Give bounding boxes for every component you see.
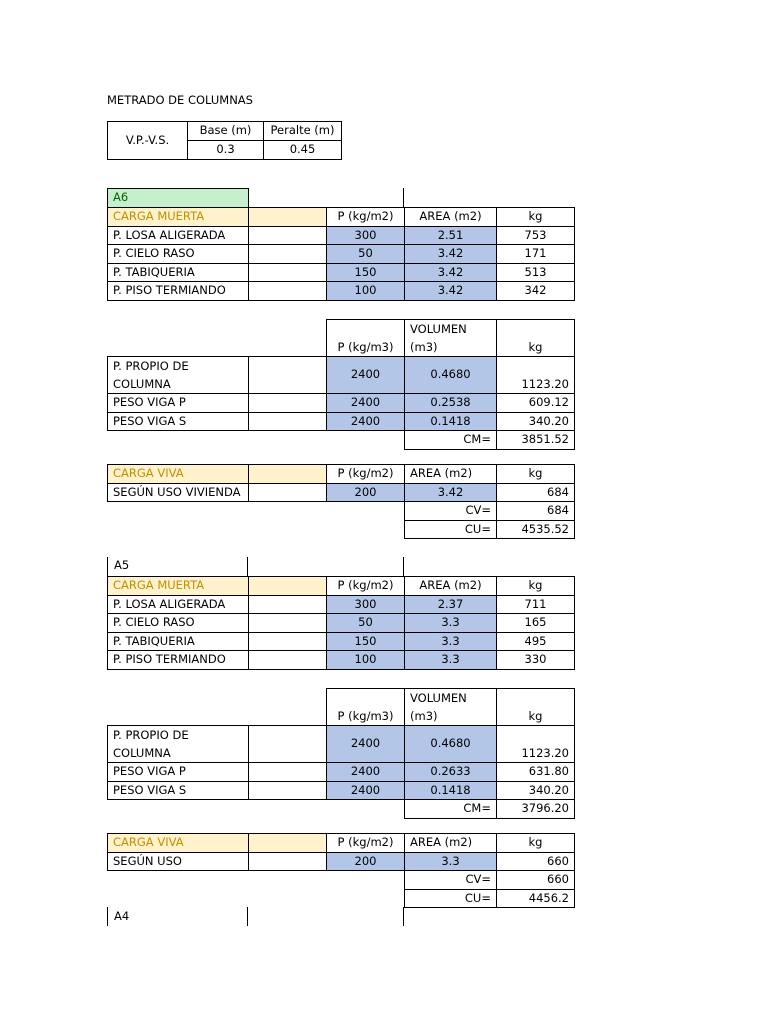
row-label <box>108 726 249 763</box>
divider <box>403 557 404 576</box>
cv-label: CV= <box>405 502 497 521</box>
area-value: 3.42 <box>405 245 497 264</box>
propio-line2: COLUMNA <box>113 746 171 760</box>
blank-cell <box>249 595 327 614</box>
row-label: PESO VIGA P <box>108 763 249 782</box>
kg-value: 513 <box>497 263 575 282</box>
col-p-header: P (kg/m3) <box>327 320 405 357</box>
col-volumen-line1: VOLUMEN <box>410 322 467 336</box>
area-value: 2.51 <box>405 226 497 245</box>
p-value: 300 <box>327 595 405 614</box>
divider <box>403 907 404 926</box>
kg-value: 609.12 <box>497 394 575 413</box>
area-value: 3.3 <box>405 852 497 871</box>
carga-muerta-table <box>107 207 575 301</box>
blank-cell <box>249 726 327 763</box>
col-area-header: AREA (m2) <box>405 208 497 227</box>
kg-value: 1123.20 <box>497 357 575 394</box>
cm-label: CM= <box>405 800 497 819</box>
p-value: 2400 <box>327 357 405 394</box>
row-label: P. PISO TERMIANDO <box>108 651 249 670</box>
area-value: 3.3 <box>405 632 497 651</box>
divider <box>107 557 108 576</box>
kg-value: 711 <box>497 595 575 614</box>
row-label: SEGÚN USO <box>108 852 249 871</box>
vol-value: 0.1418 <box>405 412 497 431</box>
col-kg-header: kg <box>497 320 575 357</box>
header-blank <box>249 465 327 484</box>
table-row <box>108 763 575 782</box>
blank-cell <box>327 431 405 450</box>
p-value: 100 <box>327 651 405 670</box>
row-label: PESO VIGA P <box>108 394 249 413</box>
col-area-header: AREA (m2) <box>405 465 497 484</box>
blank-cell <box>249 781 327 800</box>
blank-cell <box>108 800 249 819</box>
col-kg-header: kg <box>497 208 575 227</box>
table-row <box>108 852 575 871</box>
p-value: 150 <box>327 263 405 282</box>
kg-value: 171 <box>497 245 575 264</box>
vol-value: 0.4680 <box>405 357 497 394</box>
blank-cell <box>249 520 327 539</box>
blank-cell <box>249 483 327 502</box>
row-label: P. CIELO RASO <box>108 614 249 633</box>
base-value: 0.3 <box>188 141 264 160</box>
blank-cell <box>249 320 327 357</box>
col-kg-header: kg <box>497 465 575 484</box>
blank-cell <box>108 689 249 726</box>
area-value: 3.42 <box>405 282 497 301</box>
blank-cell <box>249 689 327 726</box>
cu-label: CU= <box>405 520 497 539</box>
col-p-header: P (kg/m2) <box>327 465 405 484</box>
col-volumen-header <box>405 689 497 726</box>
header-blank <box>249 577 327 596</box>
col-volumen-header <box>405 320 497 357</box>
blank-cell <box>327 889 405 908</box>
vol-value: 0.2538 <box>405 394 497 413</box>
row-label: PESO VIGA S <box>108 412 249 431</box>
divider <box>247 907 248 926</box>
table-row <box>108 282 575 301</box>
col-area-header: AREA (m2) <box>405 834 497 853</box>
p-value: 2400 <box>327 763 405 782</box>
blank-cell <box>249 412 327 431</box>
p-value: 50 <box>327 245 405 264</box>
table-row <box>108 726 575 763</box>
blank-cell <box>249 357 327 394</box>
p-value: 2400 <box>327 781 405 800</box>
blank-cell <box>249 632 327 651</box>
blank-cell <box>249 245 327 264</box>
blank-cell <box>249 852 327 871</box>
col-p-header: P (kg/m2) <box>327 577 405 596</box>
blank-cell <box>327 871 405 890</box>
blank-cell <box>249 889 327 908</box>
table-row <box>108 245 575 264</box>
table-row <box>108 651 575 670</box>
col-area-header: AREA (m2) <box>405 577 497 596</box>
page-title: METRADO DE COLUMNAS <box>107 93 253 107</box>
carga-viva-header: CARGA VIVA <box>108 465 249 484</box>
blank-cell <box>108 320 249 357</box>
viga-label: V.P.-V.S. <box>108 122 188 160</box>
p-value: 200 <box>327 852 405 871</box>
kg-value: 330 <box>497 651 575 670</box>
table-row <box>108 632 575 651</box>
vol-value: 0.4680 <box>405 726 497 763</box>
blank-cell <box>249 282 327 301</box>
blank-cell <box>108 502 249 521</box>
carga-viva-table <box>107 464 575 539</box>
carga-muerta-header: CARGA MUERTA <box>108 577 249 596</box>
kg-value: 631.80 <box>497 763 575 782</box>
kg-value: 660 <box>497 852 575 871</box>
blank-cell <box>249 800 327 819</box>
area-value: 3.42 <box>405 483 497 502</box>
p-value: 2400 <box>327 726 405 763</box>
blank-cell <box>108 889 249 908</box>
table-row <box>108 357 575 394</box>
carga-viva-header: CARGA VIVA <box>108 834 249 853</box>
section-name: A6 <box>108 189 249 208</box>
blank-cell <box>327 502 405 521</box>
kg-value: 753 <box>497 226 575 245</box>
table-row <box>108 595 575 614</box>
kg-value: 495 <box>497 632 575 651</box>
row-label <box>108 357 249 394</box>
row-label: P. TABIQUERIA <box>108 263 249 282</box>
vol-value: 0.2633 <box>405 763 497 782</box>
cv-label: CV= <box>405 871 497 890</box>
area-value: 2.37 <box>405 595 497 614</box>
col-volumen-line2: (m3) <box>410 340 438 354</box>
p-value: 200 <box>327 483 405 502</box>
p-value: 50 <box>327 614 405 633</box>
row-label: P. LOSA ALIGERADA <box>108 226 249 245</box>
cu-value: 4535.52 <box>497 520 575 539</box>
divider <box>107 907 108 926</box>
viga-dimensions-table <box>107 121 342 160</box>
kg-value: 342 <box>497 282 575 301</box>
p-value: 150 <box>327 632 405 651</box>
blank-cell <box>249 651 327 670</box>
col-p-header: P (kg/m2) <box>327 208 405 227</box>
area-value: 3.3 <box>405 651 497 670</box>
carga-muerta-header: CARGA MUERTA <box>108 208 249 227</box>
kg-value: 1123.20 <box>497 726 575 763</box>
p-value: 300 <box>327 226 405 245</box>
table-row <box>108 263 575 282</box>
cv-value: 684 <box>497 502 575 521</box>
section-a6-header <box>107 188 249 207</box>
blank-cell <box>108 431 249 450</box>
blank-cell <box>108 871 249 890</box>
divider <box>403 188 404 207</box>
row-label: PESO VIGA S <box>108 781 249 800</box>
cm-label: CM= <box>405 431 497 450</box>
table-row <box>108 412 575 431</box>
p-value: 2400 <box>327 394 405 413</box>
area-value: 3.42 <box>405 263 497 282</box>
row-label: SEGÚN USO VIVIENDA <box>108 483 249 502</box>
row-label: P. CIELO RASO <box>108 245 249 264</box>
section-name: A5 <box>114 558 130 572</box>
kg-value: 340.20 <box>497 412 575 431</box>
kg-value: 165 <box>497 614 575 633</box>
cu-value: 4456.2 <box>497 889 575 908</box>
propio-line2: COLUMNA <box>113 377 171 391</box>
p-value: 100 <box>327 282 405 301</box>
table-row <box>108 781 575 800</box>
col-kg-header: kg <box>497 834 575 853</box>
divider <box>247 557 248 576</box>
col-kg-header: kg <box>497 689 575 726</box>
propio-line1: P. PROPIO DE <box>113 359 189 373</box>
table-row <box>108 483 575 502</box>
volumen-table <box>107 688 575 819</box>
carga-viva-table <box>107 833 575 908</box>
blank-cell <box>327 800 405 819</box>
row-label: P. TABIQUERIA <box>108 632 249 651</box>
header-blank <box>249 208 327 227</box>
p-value: 2400 <box>327 412 405 431</box>
blank-cell <box>249 394 327 413</box>
blank-cell <box>249 871 327 890</box>
volumen-table <box>107 319 575 450</box>
cm-value: 3851.52 <box>497 431 575 450</box>
row-label: P. LOSA ALIGERADA <box>108 595 249 614</box>
next-section-name: A4 <box>114 909 130 923</box>
table-row <box>108 394 575 413</box>
cm-value: 3796.20 <box>497 800 575 819</box>
blank-cell <box>249 226 327 245</box>
blank-cell <box>249 263 327 282</box>
col-kg-header: kg <box>497 577 575 596</box>
blank-cell <box>249 614 327 633</box>
blank-cell <box>249 763 327 782</box>
cv-value: 660 <box>497 871 575 890</box>
vol-value: 0.1418 <box>405 781 497 800</box>
blank-cell <box>249 431 327 450</box>
blank-cell <box>108 520 249 539</box>
area-value: 3.3 <box>405 614 497 633</box>
col-volumen-line2: (m3) <box>410 709 438 723</box>
table-row <box>108 614 575 633</box>
header-blank <box>249 834 327 853</box>
carga-muerta-table <box>107 576 575 670</box>
peralte-header: Peralte (m) <box>264 122 342 141</box>
kg-value: 684 <box>497 483 575 502</box>
table-row <box>108 226 575 245</box>
blank-cell <box>327 520 405 539</box>
propio-line1: P. PROPIO DE <box>113 728 189 742</box>
col-volumen-line1: VOLUMEN <box>410 691 467 705</box>
row-label: P. PISO TERMIANDO <box>108 282 249 301</box>
cu-label: CU= <box>405 889 497 908</box>
peralte-value: 0.45 <box>264 141 342 160</box>
blank-cell <box>249 502 327 521</box>
col-p-header: P (kg/m3) <box>327 689 405 726</box>
col-p-header: P (kg/m2) <box>327 834 405 853</box>
kg-value: 340.20 <box>497 781 575 800</box>
base-header: Base (m) <box>188 122 264 141</box>
